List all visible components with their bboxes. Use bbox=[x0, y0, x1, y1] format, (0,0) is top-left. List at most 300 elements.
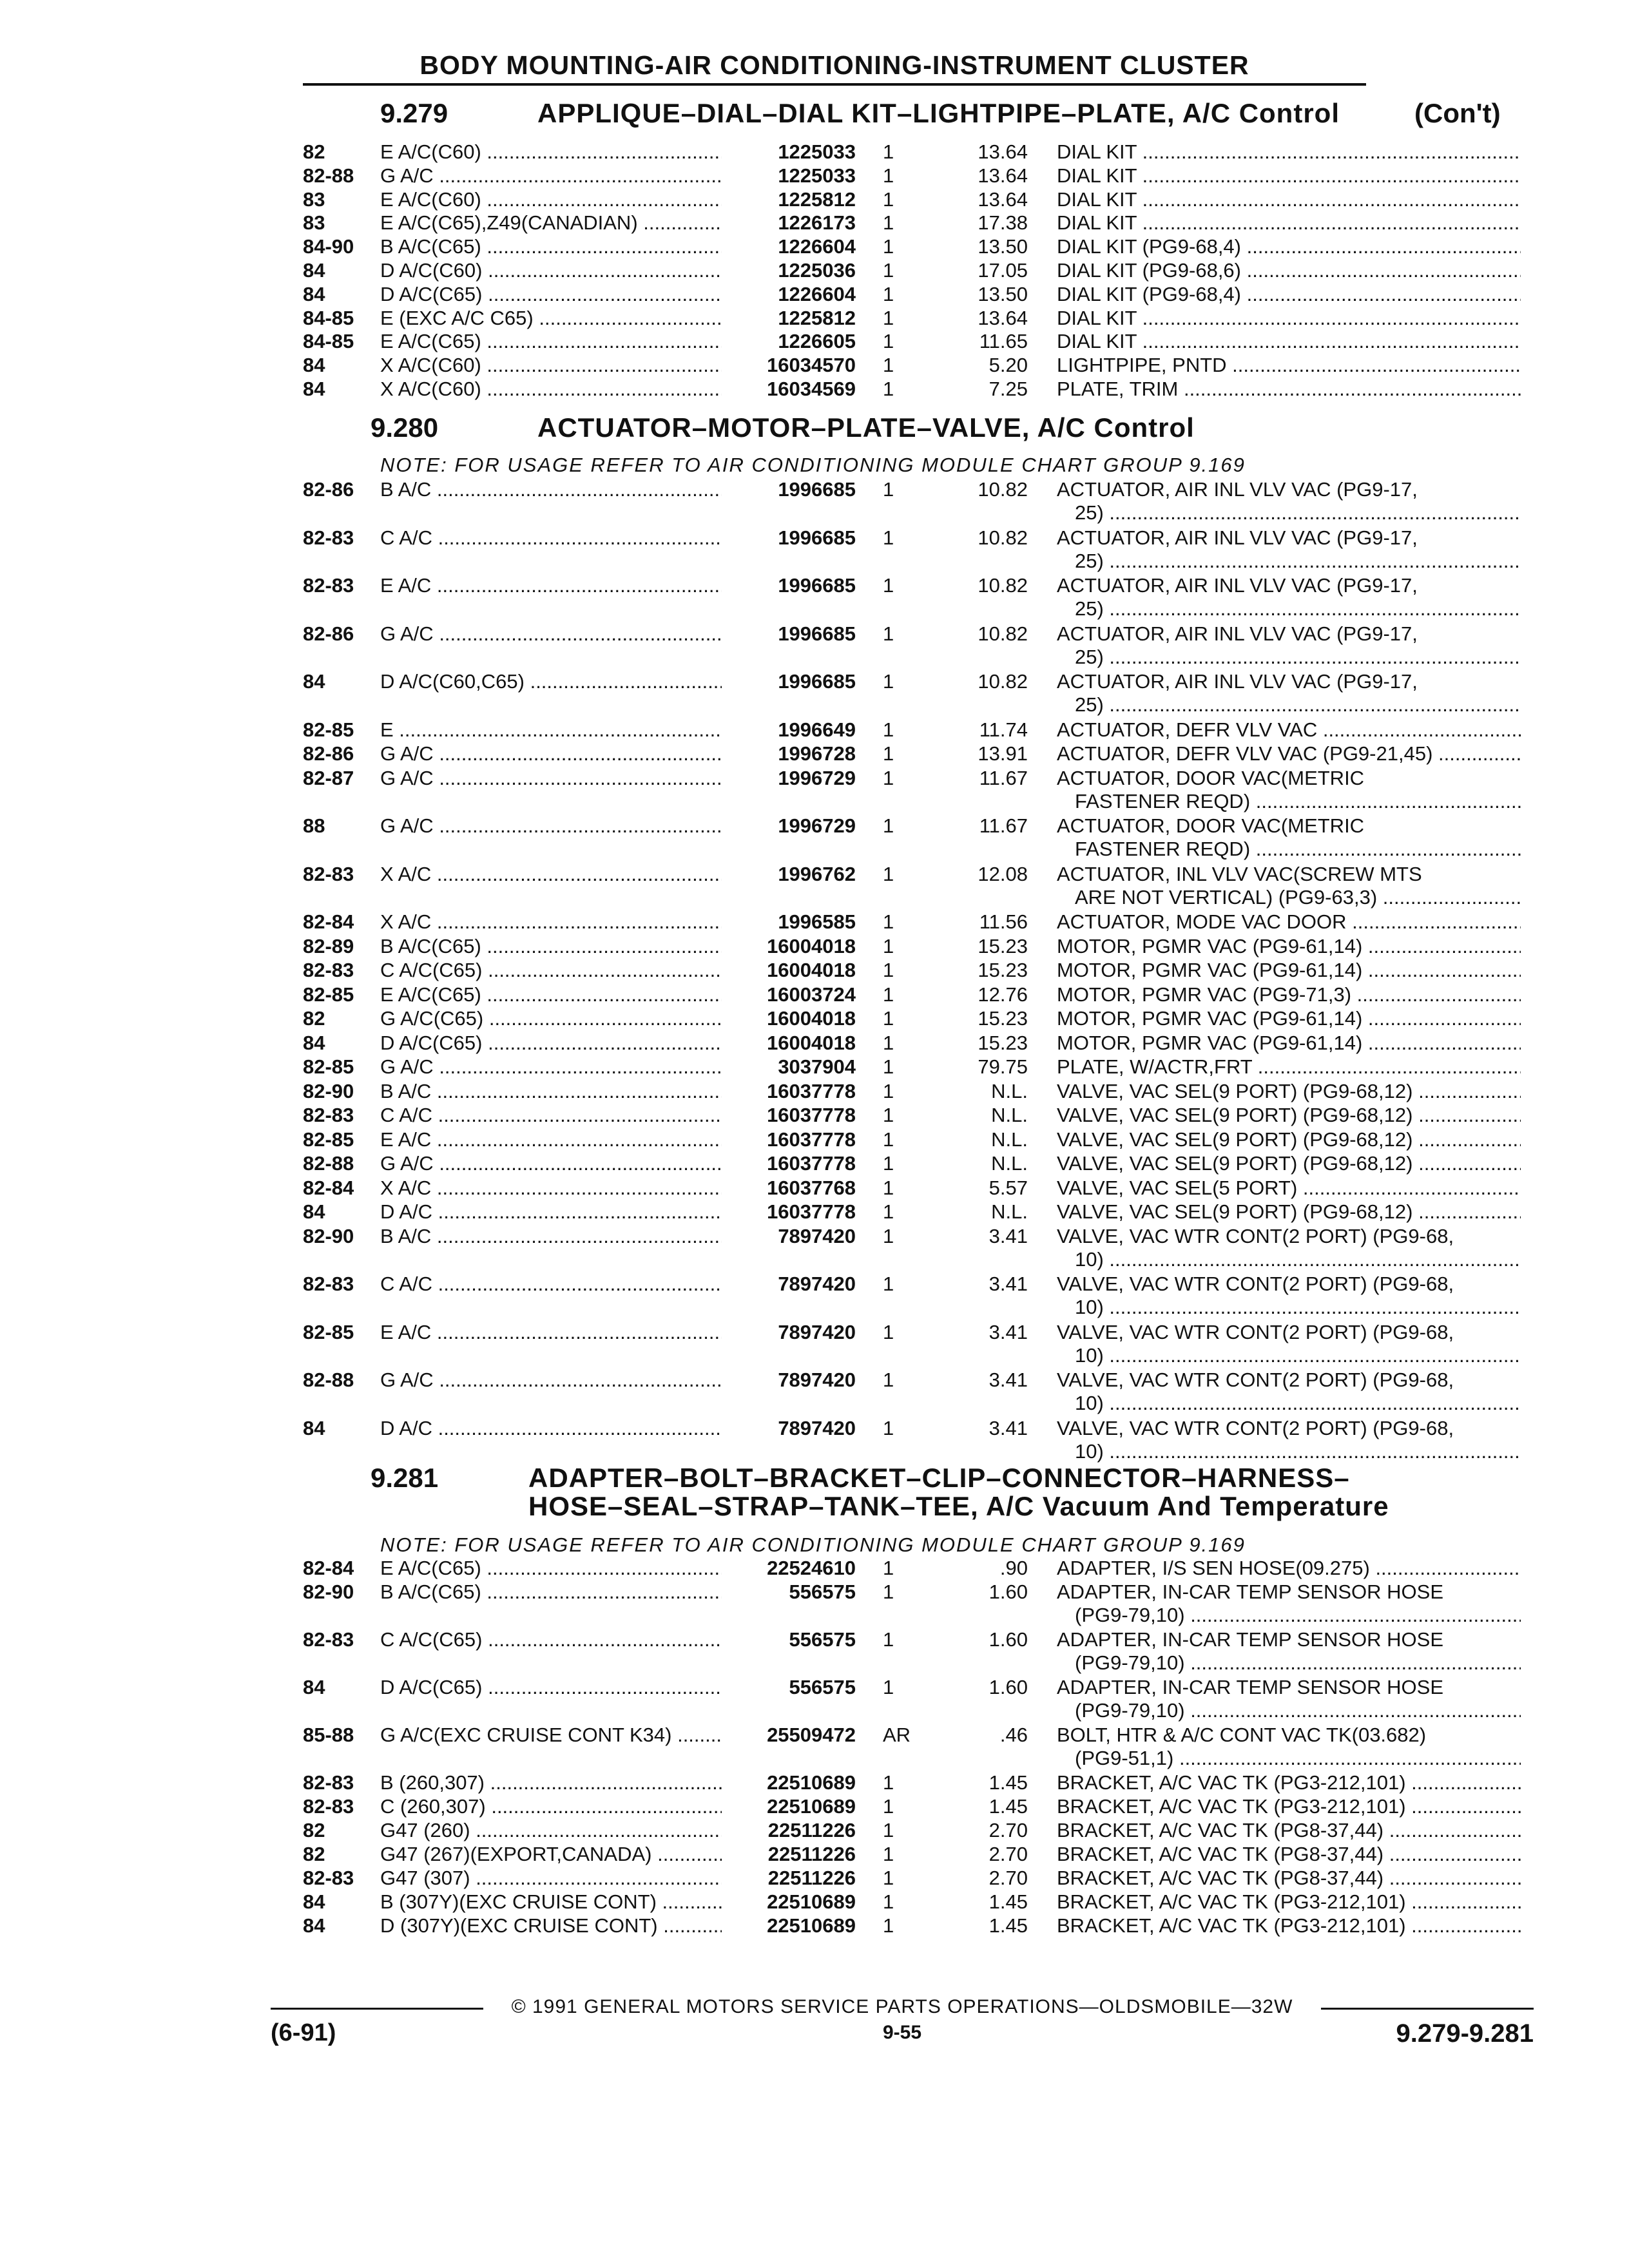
model-years: 84 bbox=[303, 259, 325, 282]
description-line: VALVE, VAC WTR CONT(2 PORT) (PG9-68, bbox=[1057, 1369, 1454, 1391]
description-line: VALVE, VAC SEL(9 PORT) (PG9-68,12) ..... bbox=[1057, 1200, 1521, 1224]
model-years: 82-83 bbox=[303, 1795, 354, 1818]
list-price: .46 bbox=[999, 1724, 1028, 1746]
quantity: 1 bbox=[883, 1031, 894, 1054]
description-line: VALVE, VAC WTR CONT(2 PORT) (PG9-68, bbox=[1057, 1273, 1454, 1295]
model-years: 82-83 bbox=[303, 1628, 354, 1651]
description-line: BRACKET, A/C VAC TK (PG3-212,101) ..... bbox=[1057, 1890, 1521, 1914]
description-line: MOTOR, PGMR VAC (PG9-61,14) ..... bbox=[1057, 959, 1521, 982]
model-years: 82-83 bbox=[303, 1104, 354, 1126]
model-years: 82-86 bbox=[303, 478, 354, 501]
description-line: DIAL KIT ..... bbox=[1057, 164, 1521, 187]
body-model: B A/C(C65) ..... bbox=[380, 935, 722, 958]
list-price: 15.23 bbox=[978, 934, 1028, 957]
model-years: 82-90 bbox=[303, 1581, 354, 1603]
model-years: 82-83 bbox=[303, 1867, 354, 1889]
description-line: ADAPTER, IN-CAR TEMP SENSOR HOSE bbox=[1057, 1628, 1444, 1651]
list-price: 10.82 bbox=[978, 622, 1028, 645]
part-description bbox=[1057, 526, 1521, 573]
model-years: 82-88 bbox=[303, 1369, 354, 1391]
list-price: 79.75 bbox=[978, 1055, 1028, 1078]
description-line: BRACKET, A/C VAC TK (PG3-212,101) ..... bbox=[1057, 1914, 1521, 1937]
part-number: 3037904 bbox=[778, 1055, 856, 1078]
model-years: 82 bbox=[303, 1819, 325, 1841]
part-number: 16004018 bbox=[767, 934, 856, 957]
description-line: ACTUATOR, DEFR VLV VAC ..... bbox=[1057, 718, 1521, 742]
part-number: 7897420 bbox=[778, 1369, 856, 1391]
body-model: E ..... bbox=[380, 718, 722, 742]
part-description bbox=[1057, 742, 1521, 765]
body-model: C (260,307) ..... bbox=[380, 1795, 722, 1818]
description-line: VALVE, VAC SEL(9 PORT) (PG9-68,12) ..... bbox=[1057, 1080, 1521, 1103]
part-description bbox=[1057, 1771, 1521, 1794]
body-model: G A/C(EXC CRUISE CONT K34) ..... bbox=[380, 1724, 722, 1747]
model-years: 82-85 bbox=[303, 1055, 354, 1078]
body-model: C A/C(C65) ..... bbox=[380, 959, 722, 982]
description-line: BRACKET, A/C VAC TK (PG8-37,44) ..... bbox=[1057, 1867, 1521, 1890]
model-years: 82-83 bbox=[303, 959, 354, 981]
description-line: 25) ..... bbox=[1057, 646, 1521, 669]
model-years: 84 bbox=[303, 1416, 325, 1439]
body-model: B A/C ..... bbox=[380, 478, 722, 501]
part-description bbox=[1057, 1724, 1521, 1770]
body-model: D A/C(C65) ..... bbox=[380, 1032, 722, 1055]
description-line: FASTENER REQD) ..... bbox=[1057, 838, 1521, 861]
section-number: 9.279 bbox=[380, 98, 448, 128]
list-price: 5.20 bbox=[988, 354, 1028, 377]
body-model: E (EXC A/C C65) ..... bbox=[380, 307, 722, 330]
part-description bbox=[1057, 1914, 1521, 1937]
list-price: 3.41 bbox=[988, 1369, 1028, 1391]
part-description bbox=[1057, 235, 1521, 258]
model-years: 84 bbox=[303, 1676, 325, 1698]
quantity: 1 bbox=[883, 742, 894, 765]
description-line: MOTOR, PGMR VAC (PG9-61,14) ..... bbox=[1057, 1032, 1521, 1055]
section-note: NOTE: FOR USAGE REFER TO AIR CONDITIONING MODULE CHART GROUP 9.169 bbox=[380, 454, 1246, 476]
part-number: 1996685 bbox=[778, 574, 856, 597]
quantity: 1 bbox=[883, 526, 894, 549]
part-number: 22524610 bbox=[767, 1557, 856, 1579]
list-price: 13.64 bbox=[978, 164, 1028, 187]
quantity: 1 bbox=[883, 235, 894, 258]
quantity: 1 bbox=[883, 622, 894, 645]
part-number: 1996729 bbox=[778, 766, 856, 789]
description-line: DIAL KIT ..... bbox=[1057, 140, 1521, 164]
list-price: 3.41 bbox=[988, 1320, 1028, 1343]
description-line: MOTOR, PGMR VAC (PG9-61,14) ..... bbox=[1057, 935, 1521, 958]
section-title: ACTUATOR–MOTOR–PLATE–VALVE, A/C Control bbox=[537, 412, 1195, 443]
description-line: ACTUATOR, AIR INL VLV VAC (PG9-17, bbox=[1057, 574, 1418, 597]
part-number: 16004018 bbox=[767, 959, 856, 981]
part-description bbox=[1057, 1080, 1521, 1103]
part-number: 1996649 bbox=[778, 718, 856, 741]
part-description bbox=[1057, 1417, 1521, 1463]
description-line: ACTUATOR, AIR INL VLV VAC (PG9-17, bbox=[1057, 670, 1418, 693]
part-number: 1996762 bbox=[778, 862, 856, 885]
part-number: 1996685 bbox=[778, 622, 856, 645]
list-price: .90 bbox=[999, 1557, 1028, 1579]
list-price: 1.45 bbox=[988, 1771, 1028, 1794]
quantity: 1 bbox=[883, 1581, 894, 1603]
part-number: 16037778 bbox=[767, 1104, 856, 1126]
body-model: D A/C(C65) ..... bbox=[380, 1676, 722, 1699]
quantity: 1 bbox=[883, 1628, 894, 1651]
list-price: 13.64 bbox=[978, 306, 1028, 329]
part-number: 16034569 bbox=[767, 378, 856, 400]
model-years: 82-83 bbox=[303, 526, 354, 549]
body-model: E A/C ..... bbox=[380, 574, 722, 597]
description-line: DIAL KIT ..... bbox=[1057, 307, 1521, 330]
part-number: 1225812 bbox=[778, 187, 856, 211]
model-years: 82-90 bbox=[303, 1079, 354, 1102]
quantity: 1 bbox=[883, 1416, 894, 1439]
part-number: 1225033 bbox=[778, 164, 856, 187]
body-model: C A/C(C65) ..... bbox=[380, 1628, 722, 1651]
body-model: G A/C ..... bbox=[380, 1152, 722, 1175]
list-price: 15.23 bbox=[978, 1007, 1028, 1030]
description-line: ADAPTER, IN-CAR TEMP SENSOR HOSE bbox=[1057, 1581, 1444, 1603]
part-description bbox=[1057, 959, 1521, 982]
body-model: G47 (267)(EXPORT,CANADA) ..... bbox=[380, 1843, 722, 1866]
body-model: D A/C(C60,C65) ..... bbox=[380, 670, 722, 693]
description-line: VALVE, VAC WTR CONT(2 PORT) (PG9-68, bbox=[1057, 1224, 1454, 1247]
body-model: C A/C ..... bbox=[380, 1104, 722, 1127]
part-description bbox=[1057, 378, 1521, 401]
page-header: BODY MOUNTING-AIR CONDITIONING-INSTRUMENT CLUSTER bbox=[303, 50, 1366, 86]
part-number: 16034570 bbox=[767, 354, 856, 377]
part-number: 22511226 bbox=[767, 1819, 856, 1841]
model-years: 82-85 bbox=[303, 1128, 354, 1151]
description-line: 25) ..... bbox=[1057, 693, 1521, 716]
description-line: BRACKET, A/C VAC TK (PG3-212,101) ..... bbox=[1057, 1771, 1521, 1794]
description-line: DIAL KIT (PG9-68,6) ..... bbox=[1057, 259, 1521, 282]
list-price: 2.70 bbox=[988, 1867, 1028, 1889]
model-years: 82-90 bbox=[303, 1224, 354, 1247]
list-price: 11.56 bbox=[979, 910, 1028, 933]
part-description bbox=[1057, 574, 1521, 620]
footer-copyright: © 1991 GENERAL MOTORS SERVICE PARTS OPERATIONS—OLDSMOBILE—32W bbox=[511, 1996, 1293, 2017]
part-description bbox=[1057, 1819, 1521, 1842]
part-number: 16004018 bbox=[767, 1007, 856, 1030]
part-description bbox=[1057, 1890, 1521, 1914]
body-model: D A/C ..... bbox=[380, 1417, 722, 1440]
part-number: 16037768 bbox=[767, 1176, 856, 1199]
description-line: 10) ..... bbox=[1057, 1392, 1521, 1415]
part-number: 22511226 bbox=[767, 1843, 856, 1865]
footer-rule-right bbox=[1321, 2008, 1534, 2010]
list-price: 12.76 bbox=[978, 983, 1028, 1006]
body-model: X A/C ..... bbox=[380, 863, 722, 886]
part-description bbox=[1057, 1628, 1521, 1675]
model-years: 82-83 bbox=[303, 574, 354, 597]
body-model: X A/C ..... bbox=[380, 1177, 722, 1200]
part-description bbox=[1057, 1128, 1521, 1151]
part-number: 22510689 bbox=[767, 1795, 856, 1818]
part-description bbox=[1057, 814, 1521, 861]
section-header bbox=[0, 98, 1629, 133]
model-years: 82-83 bbox=[303, 1771, 354, 1794]
quantity: 1 bbox=[883, 282, 894, 305]
body-model: E A/C(C65) ..... bbox=[380, 983, 722, 1006]
section-title: ADAPTER–BOLT–BRACKET–CLIP–CONNECTOR–HARNESS– bbox=[528, 1463, 1350, 1493]
model-years: 82-83 bbox=[303, 862, 354, 885]
description-line: 10) ..... bbox=[1057, 1440, 1521, 1463]
list-price: 3.41 bbox=[988, 1224, 1028, 1247]
list-price: 13.91 bbox=[978, 742, 1028, 765]
description-line: ACTUATOR, INL VLV VAC(SCREW MTS bbox=[1057, 862, 1422, 885]
part-description bbox=[1057, 211, 1521, 235]
list-price: 7.25 bbox=[988, 378, 1028, 400]
quantity: 1 bbox=[883, 1890, 894, 1913]
part-number: 1996585 bbox=[778, 910, 856, 933]
part-number: 22510689 bbox=[767, 1914, 856, 1937]
description-line: ACTUATOR, AIR INL VLV VAC (PG9-17, bbox=[1057, 478, 1418, 501]
model-years: 84 bbox=[303, 378, 325, 400]
model-years: 84 bbox=[303, 282, 325, 305]
quantity: 1 bbox=[883, 478, 894, 501]
part-description bbox=[1057, 863, 1521, 909]
body-model: G A/C(C65) ..... bbox=[380, 1007, 722, 1030]
section-title-line2: HOSE–SEAL–STRAP–TANK–TEE, A/C Vacuum And Temperature bbox=[528, 1491, 1389, 1521]
section-continued: (Con't) bbox=[1414, 98, 1501, 128]
part-number: 1225033 bbox=[778, 140, 856, 163]
description-line: DIAL KIT (PG9-68,4) ..... bbox=[1057, 283, 1521, 306]
body-model: G A/C ..... bbox=[380, 767, 722, 790]
list-price: 15.23 bbox=[978, 1031, 1028, 1054]
quantity: 1 bbox=[883, 983, 894, 1006]
part-number: 7897420 bbox=[778, 1273, 856, 1295]
part-description bbox=[1057, 1032, 1521, 1055]
list-price: 10.82 bbox=[978, 670, 1028, 693]
description-line: DIAL KIT (PG9-68,4) ..... bbox=[1057, 235, 1521, 258]
part-number: 1996685 bbox=[778, 526, 856, 549]
description-line: ADAPTER, I/S SEN HOSE(09.275) ..... bbox=[1057, 1557, 1521, 1580]
quantity: 1 bbox=[883, 1128, 894, 1151]
part-description bbox=[1057, 1104, 1521, 1127]
part-description bbox=[1057, 910, 1521, 934]
body-model: B A/C ..... bbox=[380, 1225, 722, 1248]
quantity: 1 bbox=[883, 330, 894, 353]
body-model: D A/C(C65) ..... bbox=[380, 283, 722, 306]
body-model: X A/C(C60) ..... bbox=[380, 378, 722, 401]
description-line: 25) ..... bbox=[1057, 597, 1521, 620]
model-years: 84 bbox=[303, 354, 325, 377]
body-model: G47 (307) ..... bbox=[380, 1867, 722, 1890]
part-description bbox=[1057, 259, 1521, 282]
model-years: 82-83 bbox=[303, 1273, 354, 1295]
quantity: 1 bbox=[883, 959, 894, 981]
model-years: 82-86 bbox=[303, 622, 354, 645]
section-header bbox=[0, 412, 1629, 447]
list-price: 1.45 bbox=[988, 1890, 1028, 1913]
footer-page-number: 9-55 bbox=[882, 2022, 922, 2043]
quantity: 1 bbox=[883, 934, 894, 957]
list-price: 2.70 bbox=[988, 1819, 1028, 1841]
part-number: 1996685 bbox=[778, 670, 856, 693]
list-price: 1.45 bbox=[988, 1914, 1028, 1937]
description-line: ACTUATOR, AIR INL VLV VAC (PG9-17, bbox=[1057, 526, 1418, 549]
description-line: ACTUATOR, DEFR VLV VAC (PG9-21,45) ..... bbox=[1057, 742, 1521, 765]
body-model: E A/C(C60) ..... bbox=[380, 188, 722, 211]
part-description bbox=[1057, 307, 1521, 330]
description-line: (PG9-79,10) ..... bbox=[1057, 1699, 1521, 1722]
model-years: 84 bbox=[303, 670, 325, 693]
part-number: 16004018 bbox=[767, 1031, 856, 1054]
quantity: 1 bbox=[883, 1152, 894, 1175]
quantity: 1 bbox=[883, 1819, 894, 1841]
quantity: 1 bbox=[883, 1079, 894, 1102]
list-price: 13.50 bbox=[978, 235, 1028, 258]
quantity: 1 bbox=[883, 1320, 894, 1343]
part-number: 16037778 bbox=[767, 1152, 856, 1175]
quantity: AR bbox=[883, 1724, 911, 1746]
model-years: 88 bbox=[303, 814, 325, 837]
description-line: DIAL KIT ..... bbox=[1057, 330, 1521, 353]
description-line: VALVE, VAC WTR CONT(2 PORT) (PG9-68, bbox=[1057, 1416, 1454, 1439]
model-years: 85-88 bbox=[303, 1724, 354, 1746]
footer-rule-left bbox=[271, 2008, 483, 2010]
part-number: 25509472 bbox=[767, 1724, 856, 1746]
model-years: 84-85 bbox=[303, 306, 354, 329]
quantity: 1 bbox=[883, 378, 894, 400]
description-line: LIGHTPIPE, PNTD ..... bbox=[1057, 354, 1521, 377]
model-years: 84 bbox=[303, 1200, 325, 1223]
description-line: 25) ..... bbox=[1057, 550, 1521, 573]
description-line: BOLT, HTR & A/C CONT VAC TK(03.682) bbox=[1057, 1724, 1427, 1746]
part-description bbox=[1057, 164, 1521, 187]
part-description bbox=[1057, 767, 1521, 813]
body-model: C A/C ..... bbox=[380, 1273, 722, 1296]
part-number: 1226604 bbox=[778, 235, 856, 258]
list-price: 3.41 bbox=[988, 1416, 1028, 1439]
quantity: 1 bbox=[883, 1104, 894, 1126]
body-model: B A/C(C65) ..... bbox=[380, 235, 722, 258]
part-description bbox=[1057, 354, 1521, 377]
part-description bbox=[1057, 188, 1521, 211]
description-line: BRACKET, A/C VAC TK (PG8-37,44) ..... bbox=[1057, 1819, 1521, 1842]
list-price: 11.67 bbox=[979, 766, 1028, 789]
part-number: 22510689 bbox=[767, 1890, 856, 1913]
part-number: 1226604 bbox=[778, 282, 856, 305]
footer-date: (6-91) bbox=[271, 2019, 336, 2046]
part-description bbox=[1057, 283, 1521, 306]
description-line: 25) ..... bbox=[1057, 501, 1521, 524]
quantity: 1 bbox=[883, 1055, 894, 1078]
quantity: 1 bbox=[883, 1557, 894, 1579]
description-line: ACTUATOR, DOOR VAC(METRIC bbox=[1057, 766, 1365, 789]
body-model: B A/C(C65) ..... bbox=[380, 1581, 722, 1604]
description-line: VALVE, VAC SEL(5 PORT) ..... bbox=[1057, 1177, 1521, 1200]
part-number: 16037778 bbox=[767, 1079, 856, 1102]
quantity: 1 bbox=[883, 910, 894, 933]
part-description bbox=[1057, 983, 1521, 1006]
part-description bbox=[1057, 718, 1521, 742]
list-price: 13.64 bbox=[978, 140, 1028, 163]
description-line: 10) ..... bbox=[1057, 1296, 1521, 1319]
part-number: 1996729 bbox=[778, 814, 856, 837]
part-description bbox=[1057, 1007, 1521, 1030]
quantity: 1 bbox=[883, 766, 894, 789]
list-price: 1.60 bbox=[988, 1581, 1028, 1603]
body-model: E A/C ..... bbox=[380, 1128, 722, 1151]
part-description bbox=[1057, 1177, 1521, 1200]
list-price: 10.82 bbox=[978, 526, 1028, 549]
description-line: VALVE, VAC WTR CONT(2 PORT) (PG9-68, bbox=[1057, 1320, 1454, 1343]
quantity: 1 bbox=[883, 1273, 894, 1295]
model-years: 82 bbox=[303, 140, 325, 163]
quantity: 1 bbox=[883, 1369, 894, 1391]
quantity: 1 bbox=[883, 187, 894, 211]
model-years: 84 bbox=[303, 1031, 325, 1054]
description-line: FASTENER REQD) ..... bbox=[1057, 790, 1521, 813]
body-model: X A/C ..... bbox=[380, 910, 722, 934]
quantity: 1 bbox=[883, 1914, 894, 1937]
part-description bbox=[1057, 1200, 1521, 1224]
body-model: G A/C ..... bbox=[380, 1055, 722, 1079]
description-line: (PG9-79,10) ..... bbox=[1057, 1604, 1521, 1627]
quantity: 1 bbox=[883, 306, 894, 329]
list-price: 5.57 bbox=[988, 1176, 1028, 1199]
part-description bbox=[1057, 1273, 1521, 1319]
list-price: N.L. bbox=[991, 1128, 1028, 1151]
body-model: D A/C(C60) ..... bbox=[380, 259, 722, 282]
body-model: G A/C ..... bbox=[380, 814, 722, 838]
list-price: 13.50 bbox=[978, 282, 1028, 305]
model-years: 84 bbox=[303, 1890, 325, 1913]
model-years: 82-85 bbox=[303, 983, 354, 1006]
quantity: 1 bbox=[883, 670, 894, 693]
description-line: ADAPTER, IN-CAR TEMP SENSOR HOSE bbox=[1057, 1676, 1444, 1698]
part-number: 16003724 bbox=[767, 983, 856, 1006]
model-years: 82-85 bbox=[303, 1320, 354, 1343]
quantity: 1 bbox=[883, 1176, 894, 1199]
body-model: E A/C(C65) ..... bbox=[380, 330, 722, 353]
list-price: 17.05 bbox=[978, 259, 1028, 282]
list-price: 10.82 bbox=[978, 478, 1028, 501]
list-price: 1.60 bbox=[988, 1628, 1028, 1651]
list-price: 11.74 bbox=[979, 718, 1028, 741]
description-line: VALVE, VAC SEL(9 PORT) (PG9-68,12) ..... bbox=[1057, 1152, 1521, 1175]
quantity: 1 bbox=[883, 1795, 894, 1818]
description-line: 10) ..... bbox=[1057, 1344, 1521, 1367]
model-years: 84-90 bbox=[303, 235, 354, 258]
model-years: 83 bbox=[303, 187, 325, 211]
description-line: (PG9-51,1) ..... bbox=[1057, 1747, 1521, 1770]
part-description bbox=[1057, 1867, 1521, 1890]
list-price: 17.38 bbox=[978, 211, 1028, 235]
description-line: PLATE, W/ACTR,FRT ..... bbox=[1057, 1055, 1521, 1079]
list-price: N.L. bbox=[991, 1079, 1028, 1102]
list-price: 10.82 bbox=[978, 574, 1028, 597]
model-years: 82 bbox=[303, 1843, 325, 1865]
model-years: 82-88 bbox=[303, 1152, 354, 1175]
part-number: 7897420 bbox=[778, 1320, 856, 1343]
model-years: 83 bbox=[303, 211, 325, 235]
body-model: G A/C ..... bbox=[380, 622, 722, 646]
quantity: 1 bbox=[883, 1843, 894, 1865]
description-line: ACTUATOR, MODE VAC DOOR ..... bbox=[1057, 910, 1521, 934]
quantity: 1 bbox=[883, 574, 894, 597]
description-line: ACTUATOR, DOOR VAC(METRIC bbox=[1057, 814, 1365, 837]
body-model: G A/C ..... bbox=[380, 1369, 722, 1392]
list-price: 13.64 bbox=[978, 187, 1028, 211]
model-years: 84-85 bbox=[303, 330, 354, 353]
model-years: 82 bbox=[303, 1007, 325, 1030]
model-years: 84 bbox=[303, 1914, 325, 1937]
part-number: 16037778 bbox=[767, 1128, 856, 1151]
model-years: 82-89 bbox=[303, 934, 354, 957]
part-number: 556575 bbox=[789, 1581, 856, 1603]
